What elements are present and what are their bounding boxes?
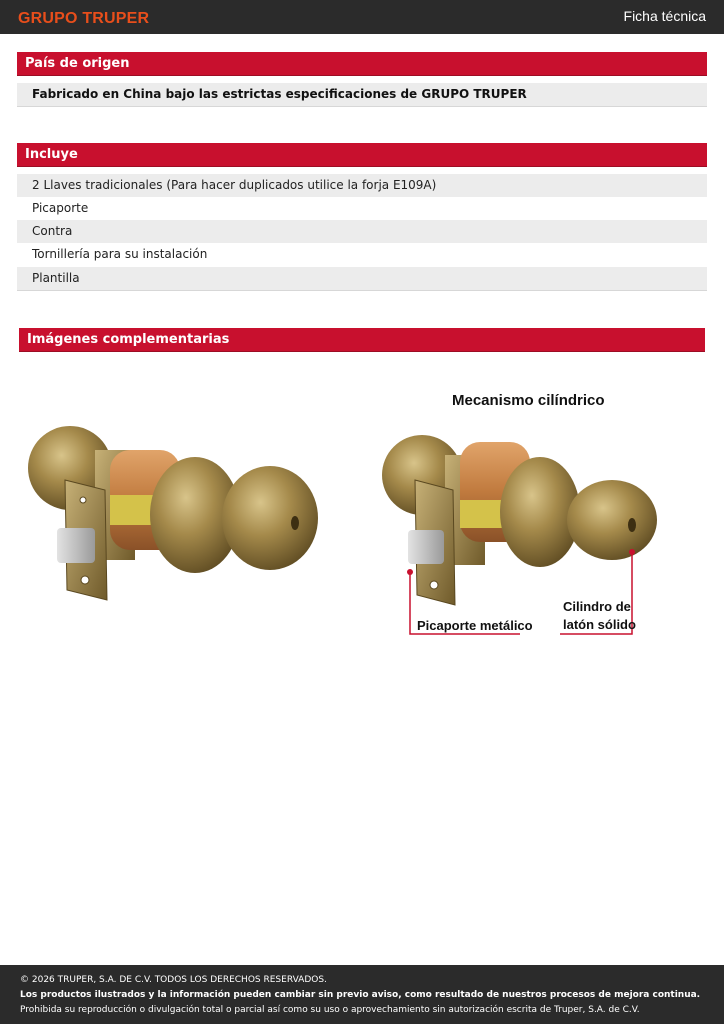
origin-text: Fabricado en China bajo las estrictas especificaciones de GRUPO TRUPER [17, 83, 707, 106]
footer-notice: Los productos ilustrados y la información pueden cambiar sin previo aviso, como resultado de nuestros procesos de mejora continua. [20, 990, 701, 1000]
list-item: Picaporte [32, 201, 89, 215]
diagram-title: Mecanismo cilíndrico [452, 392, 605, 409]
divider [17, 106, 707, 107]
divider [17, 290, 707, 291]
callout-cylinder-line2: latón sólido [563, 617, 636, 632]
brand-logo: GRUPO TRUPER [18, 10, 150, 27]
section-header-images: Imágenes complementarias [19, 328, 705, 352]
top-bar [0, 0, 724, 34]
callout-cylinder-line1: Cilindro de [563, 599, 631, 614]
list-item: 2 Llaves tradicionales (Para hacer duplicados utilice la forja E109A) [17, 174, 707, 197]
section-header-origin: País de origen [17, 52, 707, 76]
footer-prohibition: Prohibida su reproducción o divulgación total o parcial así como su uso o aprovechamiento sin autorización escrita de Truper, S.A. de C.V. [20, 1005, 640, 1015]
list-item: Tornillería para su instalación [32, 247, 208, 261]
list-item: Plantilla [17, 267, 707, 290]
cylinder-mechanism-diagram [360, 380, 700, 640]
section-header-includes: Incluye [17, 143, 707, 167]
list-item: Contra [17, 220, 707, 243]
document-type-label: Ficha técnica [623, 8, 706, 24]
callout-latch: Picaporte metálico [417, 618, 533, 633]
footer-copyright: © 2026 TRUPER, S.A. DE C.V. TODOS LOS DERECHOS RESERVADOS. [20, 975, 327, 985]
door-knob-lock-image [25, 420, 325, 610]
footer [0, 965, 724, 1024]
